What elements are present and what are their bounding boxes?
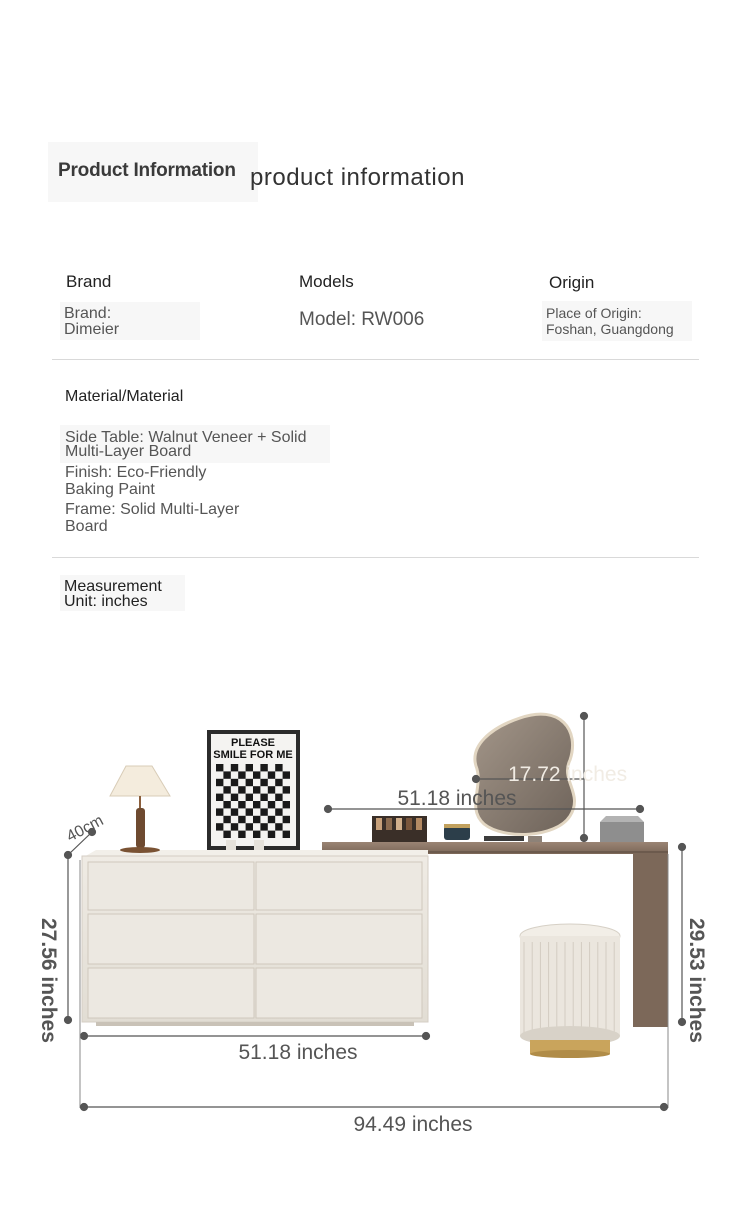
checker-square xyxy=(238,801,245,808)
divider xyxy=(52,359,699,360)
brand-label: Brand: xyxy=(64,305,112,322)
checker-square xyxy=(223,831,230,838)
checker-square xyxy=(253,801,260,808)
checker-square xyxy=(246,823,253,830)
checker-square xyxy=(216,779,223,786)
divider xyxy=(52,557,699,558)
checker-square xyxy=(268,816,275,823)
candle xyxy=(226,840,236,850)
candle xyxy=(254,840,264,850)
checker-square xyxy=(268,801,275,808)
desk-width-label: 51.18 inches xyxy=(397,787,517,810)
poster-text: SMILE FOR ME xyxy=(213,749,293,761)
checker-square xyxy=(275,808,282,815)
measurement-title: Measurement xyxy=(64,578,162,595)
checker-square xyxy=(268,831,275,838)
checker-square xyxy=(238,831,245,838)
checker-square xyxy=(260,779,267,786)
checker-square xyxy=(283,831,290,838)
material-line: Finish: Eco-Friendly xyxy=(65,464,207,481)
material-line: Multi-Layer Board xyxy=(65,443,192,460)
model-value: Model: RW006 xyxy=(299,309,425,330)
checker-square xyxy=(253,816,260,823)
section-subtitle: product information xyxy=(250,164,465,191)
table-lamp xyxy=(110,766,170,853)
checker-square xyxy=(231,764,238,771)
models-heading: Models xyxy=(299,272,354,291)
checker-square xyxy=(275,764,282,771)
checker-square xyxy=(223,771,230,778)
checker-square xyxy=(246,764,253,771)
poster-text: PLEASE xyxy=(230,737,276,749)
checker-square xyxy=(260,823,267,830)
checker-square xyxy=(253,786,260,793)
total-width-label: 94.49 inches xyxy=(353,1113,473,1136)
checker-square xyxy=(268,771,275,778)
origin-value: Foshan, Guangdong xyxy=(546,321,674,337)
poster-frame xyxy=(207,730,300,850)
material-line: Side Table: Walnut Veneer + Solid xyxy=(65,429,307,446)
checker-square xyxy=(260,794,267,801)
section-title: Product Information xyxy=(58,160,236,181)
checker-square xyxy=(231,808,238,815)
checker-square xyxy=(275,794,282,801)
checker-square xyxy=(253,771,260,778)
checker-square xyxy=(223,816,230,823)
material-line: Baking Paint xyxy=(65,481,155,498)
cream-drawer-cabinet xyxy=(82,850,428,1026)
checker-square xyxy=(216,808,223,815)
checker-square xyxy=(283,786,290,793)
checker-square xyxy=(283,816,290,823)
checker-square xyxy=(238,786,245,793)
tissue-box xyxy=(600,816,644,842)
depth-label: 40cm xyxy=(63,812,107,846)
brand-heading: Brand xyxy=(66,272,112,291)
material-line: Board xyxy=(65,518,108,535)
desk-height-label: 29.53 inches xyxy=(685,918,708,1043)
checker-square xyxy=(231,794,238,801)
mirror-height-label: 17.72 inches xyxy=(508,763,628,786)
checker-square xyxy=(216,823,223,830)
origin-label: Place of Origin: xyxy=(546,305,642,321)
cabinet-height-label: 27.56 inches xyxy=(37,918,60,1043)
cabinet-width-label: 51.18 inches xyxy=(238,1041,358,1064)
upholstered-stool xyxy=(520,924,620,1058)
checker-square xyxy=(260,764,267,771)
checker-square xyxy=(246,808,253,815)
material-heading: Material/Material xyxy=(65,388,184,405)
checker-square xyxy=(216,794,223,801)
checker-square xyxy=(260,808,267,815)
checker-square xyxy=(275,823,282,830)
checker-square xyxy=(223,801,230,808)
checker-square xyxy=(246,794,253,801)
checker-square xyxy=(246,779,253,786)
measurement-unit: Unit: inches xyxy=(64,593,148,610)
checker-square xyxy=(216,764,223,771)
checker-square xyxy=(223,786,230,793)
checker-square xyxy=(238,816,245,823)
material-line: Frame: Solid Multi-Layer xyxy=(65,501,240,518)
checker-square xyxy=(253,831,260,838)
product-dimension-drawing xyxy=(0,690,750,1170)
checker-square xyxy=(268,786,275,793)
checker-square xyxy=(231,823,238,830)
origin-heading: Origin xyxy=(549,273,595,292)
checker-square xyxy=(275,779,282,786)
checker-square xyxy=(231,779,238,786)
brand-value: Dimeier xyxy=(64,321,120,338)
checker-square xyxy=(238,771,245,778)
checker-square xyxy=(283,771,290,778)
checker-square xyxy=(283,801,290,808)
